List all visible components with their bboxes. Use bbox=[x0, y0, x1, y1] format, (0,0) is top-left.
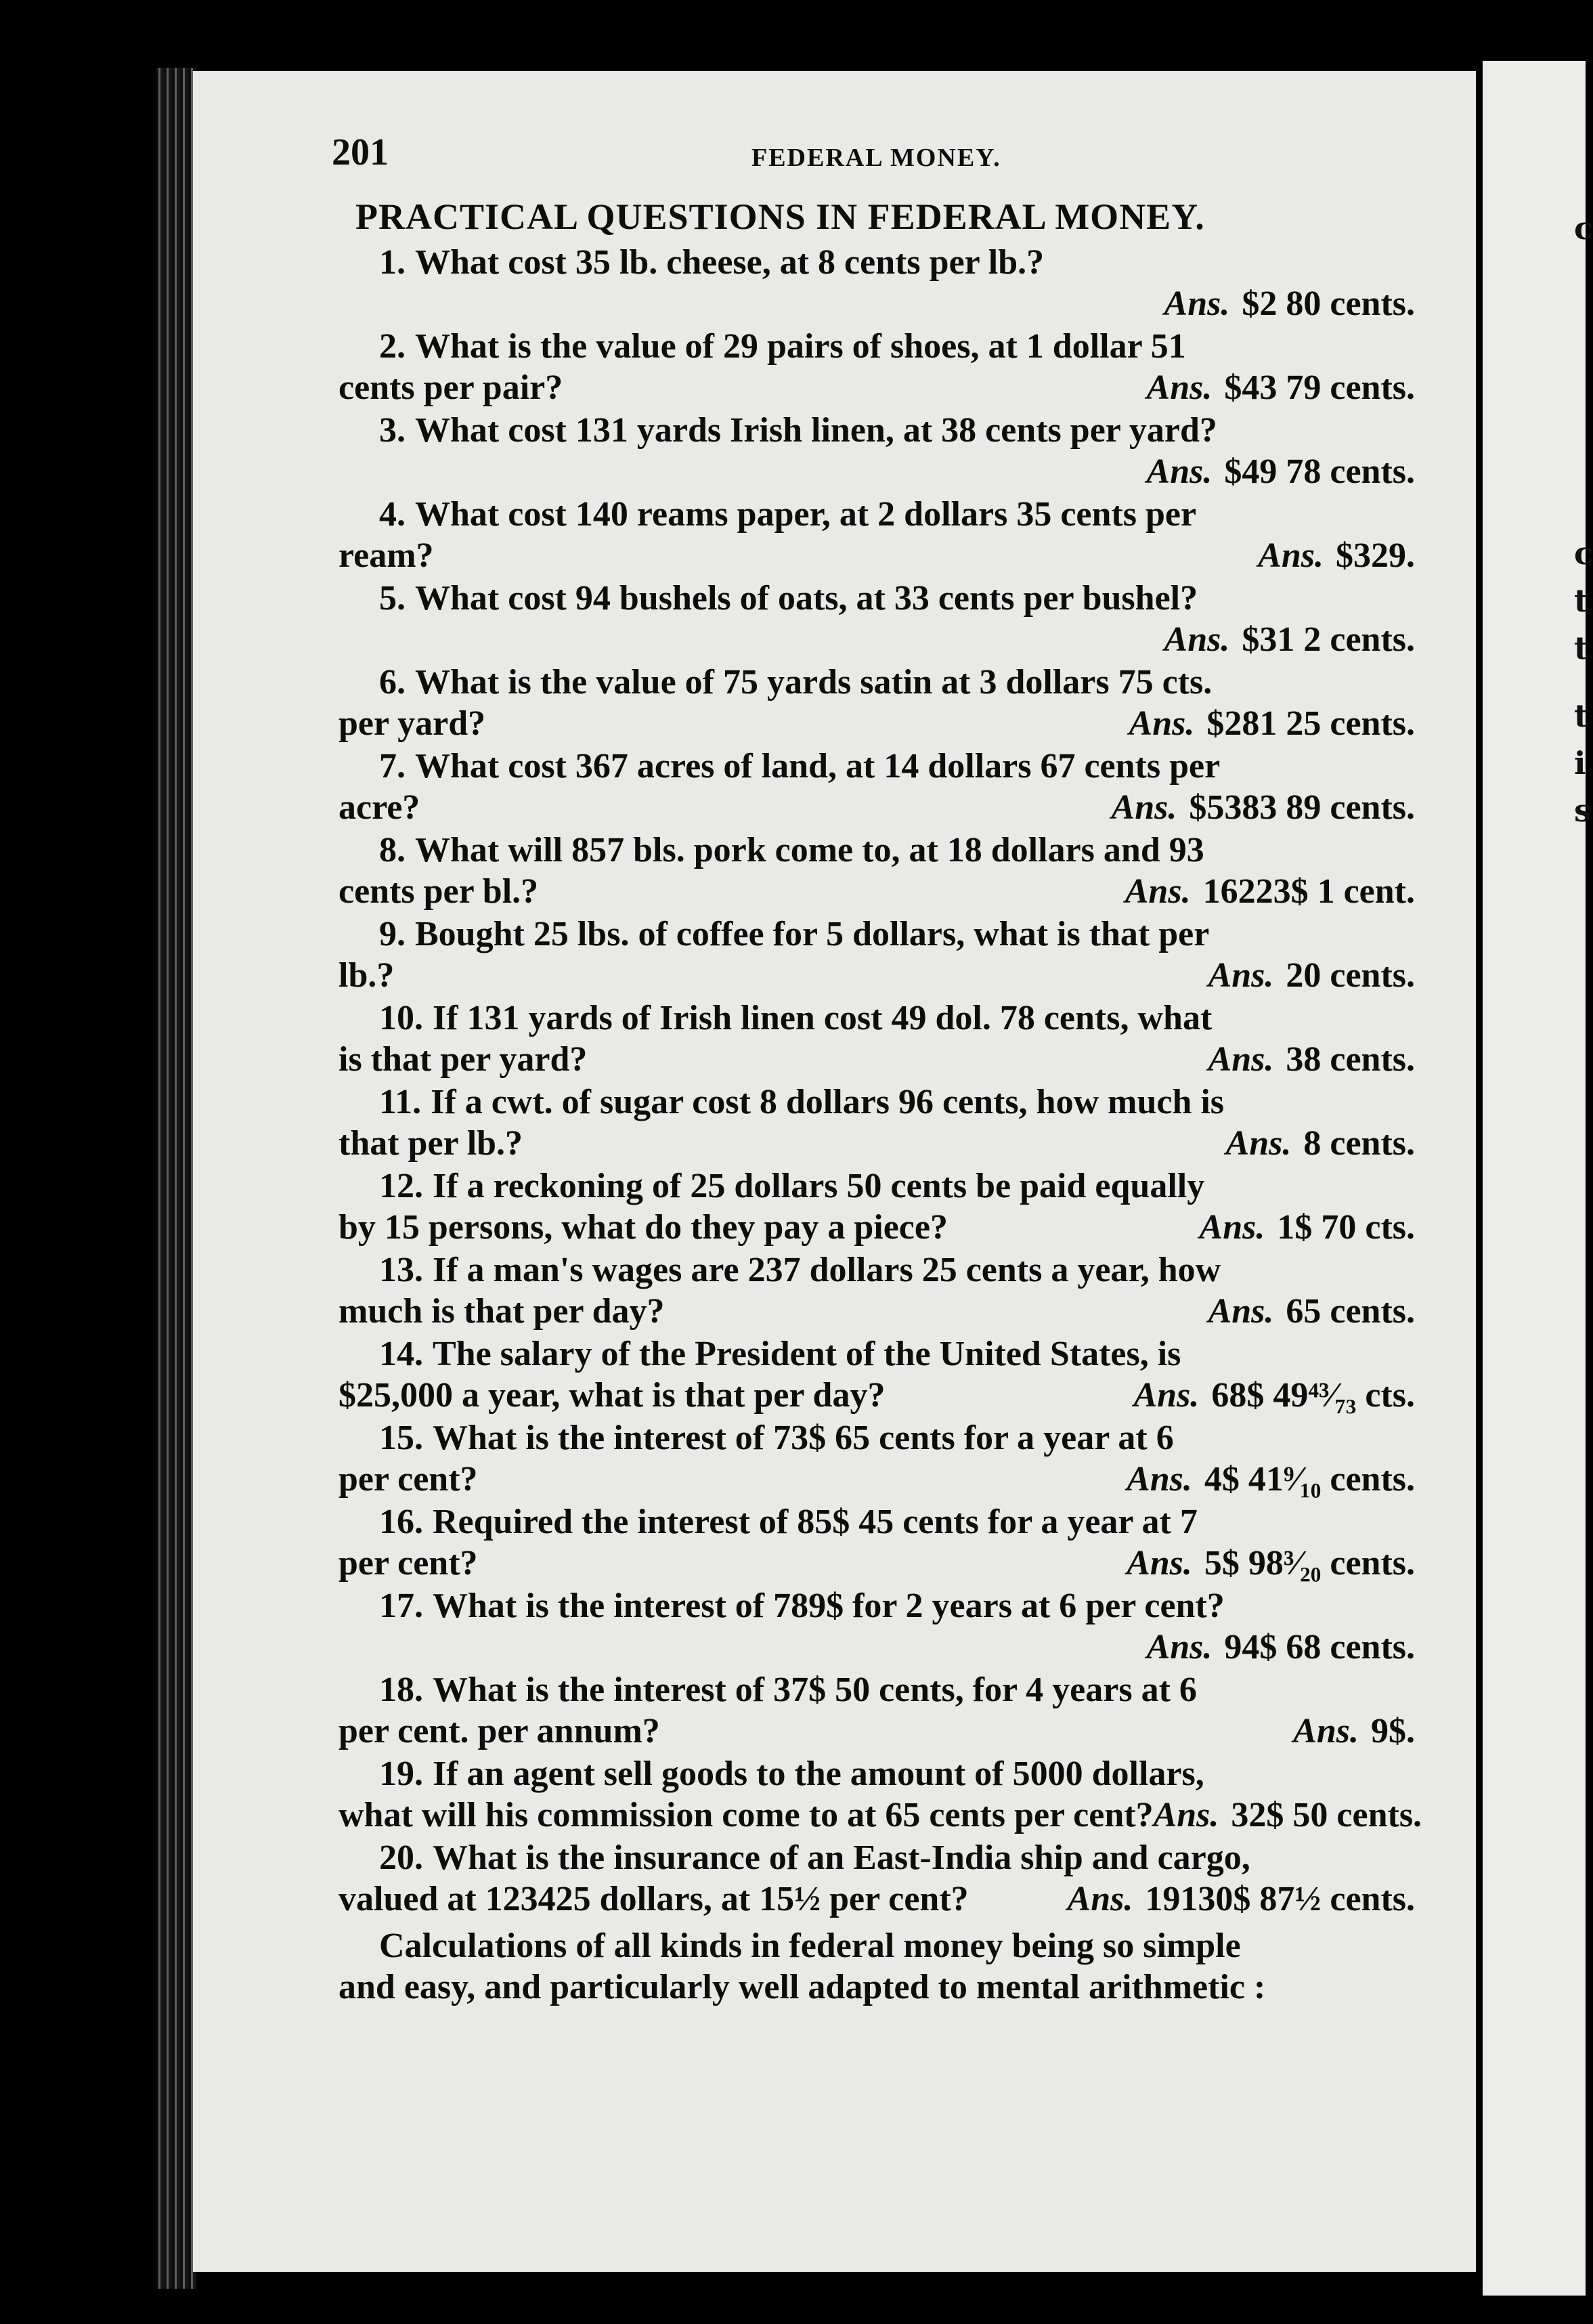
question-text bbox=[339, 1753, 1415, 1794]
answer bbox=[1112, 787, 1415, 828]
answer-label: Ans. bbox=[1208, 1292, 1274, 1331]
question-continuation bbox=[339, 871, 1415, 912]
question-number: 8. bbox=[379, 831, 406, 869]
answer-label: Ans. bbox=[1111, 788, 1177, 827]
facing-page-letter: t bbox=[1574, 582, 1589, 619]
answer-line bbox=[339, 283, 1415, 324]
answer-label: Ans. bbox=[1225, 1124, 1292, 1163]
answer-value: $329. bbox=[1336, 536, 1415, 575]
question-line: per cent? bbox=[339, 1460, 478, 1499]
answer-value: 5$ 98³⁄₂₀ cents. bbox=[1204, 1544, 1415, 1583]
closing-paragraph bbox=[339, 1925, 1415, 2008]
question-item bbox=[339, 1417, 1415, 1500]
question-text bbox=[339, 913, 1415, 955]
question-item bbox=[339, 662, 1415, 744]
question-item bbox=[339, 1249, 1415, 1332]
question-number: 3. bbox=[379, 411, 406, 450]
question-number: 9. bbox=[379, 915, 406, 953]
question-line: What is the value of 29 pairs of shoes, at 1 dollar 51 bbox=[415, 327, 1186, 366]
question-line: per cent. per annum? bbox=[339, 1712, 660, 1750]
question-item bbox=[339, 1669, 1415, 1752]
page-sheet bbox=[193, 71, 1476, 2272]
question-item bbox=[339, 746, 1415, 828]
question-line: What will 857 bls. pork come to, at 18 dollars and 93 bbox=[415, 831, 1204, 869]
answer bbox=[1226, 1123, 1415, 1164]
question-text bbox=[339, 662, 1415, 703]
question-number: 4. bbox=[379, 495, 406, 534]
question-line: Bought 25 lbs. of coffee for 5 dollars, what is that per bbox=[415, 915, 1210, 953]
question-line: What cost 94 bushels of oats, at 33 cents per bushel? bbox=[415, 579, 1198, 618]
answer-label: Ans. bbox=[1293, 1712, 1359, 1750]
answer bbox=[1208, 1039, 1415, 1080]
question-number: 18. bbox=[379, 1671, 423, 1709]
question-item bbox=[339, 1753, 1422, 1836]
answer bbox=[1129, 703, 1415, 744]
question-number: 6. bbox=[379, 663, 406, 702]
question-continuation bbox=[339, 787, 1415, 828]
question-continuation bbox=[339, 1123, 1415, 1164]
answer bbox=[1164, 620, 1415, 659]
facing-page-letter: c bbox=[1574, 535, 1593, 572]
question-text bbox=[339, 830, 1415, 871]
question-line: What is the value of 75 yards satin at 3 dollars 75 cts. bbox=[415, 663, 1213, 702]
question-text bbox=[339, 1501, 1415, 1543]
answer-label: Ans. bbox=[1208, 1040, 1274, 1079]
answer bbox=[1208, 955, 1415, 996]
question-continuation bbox=[339, 1543, 1415, 1584]
answer-label: Ans. bbox=[1129, 704, 1195, 743]
question-text bbox=[339, 494, 1415, 535]
question-continuation bbox=[339, 1291, 1415, 1332]
question-continuation bbox=[339, 1710, 1415, 1752]
answer bbox=[1147, 452, 1415, 491]
question-continuation bbox=[339, 1459, 1415, 1500]
answer-value: $281 25 cents. bbox=[1206, 704, 1415, 743]
question-number: 14. bbox=[379, 1335, 423, 1373]
question-line: If a cwt. of sugar cost 8 dollars 96 cents, how much is bbox=[431, 1083, 1225, 1121]
question-line: If a man's wages are 237 dollars 25 cents a year, how bbox=[433, 1251, 1221, 1289]
answer-label: Ans. bbox=[1208, 956, 1274, 995]
answer-value: 16223$ 1 cent. bbox=[1202, 872, 1415, 911]
question-item bbox=[339, 997, 1415, 1080]
question-line: per cent? bbox=[339, 1544, 478, 1583]
question-line: Required the interest of 85$ 45 cents for a year at 7 bbox=[433, 1503, 1198, 1541]
answer-value: 4$ 41⁹⁄₁₀ cents. bbox=[1204, 1460, 1415, 1499]
question-text bbox=[339, 1669, 1415, 1710]
question-continuation bbox=[339, 1375, 1415, 1416]
answer bbox=[1208, 1291, 1415, 1332]
question-item bbox=[339, 1333, 1415, 1416]
answer bbox=[1293, 1710, 1415, 1752]
question-number: 12. bbox=[379, 1167, 423, 1205]
question-text bbox=[339, 997, 1415, 1039]
closing-line: Calculations of all kinds in federal money being so simple bbox=[379, 1927, 1241, 1965]
question-line: valued at 123425 dollars, at 15½ per cent? bbox=[339, 1880, 969, 1918]
facing-page-letter: i bbox=[1574, 745, 1586, 781]
answer-value: 38 cents. bbox=[1286, 1040, 1415, 1079]
question-continuation bbox=[339, 703, 1415, 744]
question-text bbox=[339, 1585, 1415, 1627]
question-text bbox=[339, 1417, 1415, 1459]
question-line: What cost 35 lb. cheese, at 8 cents per lb.? bbox=[415, 243, 1045, 282]
question-line: much is that per day? bbox=[339, 1292, 665, 1331]
answer-value: $43 79 cents. bbox=[1224, 368, 1415, 407]
question-list bbox=[339, 242, 1422, 1920]
question-number: 5. bbox=[379, 579, 406, 618]
answer-value: $5383 89 cents. bbox=[1189, 788, 1415, 827]
question-item bbox=[339, 1585, 1415, 1668]
answer bbox=[1068, 1878, 1415, 1920]
question-number: 19. bbox=[379, 1755, 423, 1793]
answer-label: Ans. bbox=[1125, 872, 1191, 911]
question-line: What is the interest of 73$ 65 cents for a year at 6 bbox=[433, 1419, 1174, 1457]
answer-label: Ans. bbox=[1127, 1544, 1192, 1583]
question-item bbox=[339, 242, 1415, 324]
question-item bbox=[339, 410, 1415, 492]
question-line: What is the interest of 37$ 50 cents, for 4 years at 6 bbox=[433, 1671, 1197, 1709]
question-number: 13. bbox=[379, 1251, 423, 1289]
answer-label: Ans. bbox=[1164, 284, 1230, 323]
question-line: per yard? bbox=[339, 704, 486, 743]
answer bbox=[1127, 1459, 1415, 1500]
question-line: What cost 367 acres of land, at 14 dollars 67 cents per bbox=[415, 747, 1221, 786]
answer-value: 8 cents. bbox=[1303, 1124, 1415, 1163]
question-number: 17. bbox=[379, 1587, 423, 1625]
answer-label: Ans. bbox=[1199, 1208, 1265, 1247]
question-number: 7. bbox=[379, 747, 406, 786]
answer bbox=[1147, 367, 1415, 408]
question-text bbox=[339, 242, 1415, 283]
question-line: lb.? bbox=[339, 956, 395, 995]
page-header bbox=[332, 131, 1415, 196]
question-continuation bbox=[339, 535, 1415, 576]
facing-page-letter: c bbox=[1574, 210, 1593, 246]
question-line: If 131 yards of Irish linen cost 49 dol. 78 cents, what bbox=[433, 999, 1213, 1037]
question-line: is that per yard? bbox=[339, 1040, 588, 1079]
answer bbox=[1200, 1207, 1415, 1248]
answer bbox=[1125, 871, 1415, 912]
question-number: 1. bbox=[379, 243, 406, 282]
question-number: 20. bbox=[379, 1838, 423, 1877]
answer-value: 94$ 68 cents. bbox=[1224, 1628, 1415, 1666]
question-continuation bbox=[339, 1878, 1415, 1920]
question-line: ream? bbox=[339, 536, 434, 575]
question-line: cents per bl.? bbox=[339, 872, 539, 911]
question-item bbox=[339, 830, 1415, 912]
facing-page-letter: t bbox=[1574, 697, 1589, 734]
question-item bbox=[339, 1501, 1415, 1584]
answer-label: Ans. bbox=[1146, 368, 1213, 407]
answer-label: Ans. bbox=[1127, 1460, 1192, 1499]
question-text bbox=[339, 1333, 1415, 1375]
question-text bbox=[339, 1165, 1415, 1207]
answer-value: 9$. bbox=[1371, 1712, 1415, 1750]
question-line: The salary of the President of the United States, is bbox=[433, 1335, 1181, 1373]
answer bbox=[1147, 1628, 1415, 1666]
question-line: What cost 140 reams paper, at 2 dollars 35 cents per bbox=[415, 495, 1197, 534]
question-item bbox=[339, 578, 1415, 660]
answer bbox=[1258, 535, 1415, 576]
question-continuation bbox=[339, 367, 1415, 408]
page-text bbox=[332, 131, 1422, 2008]
answer-label: Ans. bbox=[1146, 1628, 1213, 1666]
answer-line bbox=[339, 1627, 1415, 1668]
answer-value: $2 80 cents. bbox=[1242, 284, 1415, 323]
answer-value: 20 cents. bbox=[1286, 956, 1415, 995]
answer-value: 1$ 70 cts. bbox=[1277, 1208, 1415, 1247]
facing-page-edge bbox=[1483, 61, 1593, 2296]
answer-label: Ans. bbox=[1153, 1796, 1219, 1834]
answer bbox=[1133, 1375, 1415, 1416]
answer-value: 65 cents. bbox=[1286, 1292, 1415, 1331]
book-spine-edge bbox=[156, 68, 196, 2289]
answer-value: 19130$ 87½ cents. bbox=[1145, 1880, 1415, 1918]
question-item bbox=[339, 1165, 1415, 1248]
question-continuation bbox=[339, 1039, 1415, 1080]
question-line: what will his commission come to at 65 cents per cent? bbox=[339, 1796, 1154, 1834]
answer-label: Ans. bbox=[1133, 1376, 1200, 1415]
question-item bbox=[339, 913, 1415, 996]
answer-line bbox=[339, 451, 1415, 492]
running-title: FEDERAL MONEY. bbox=[751, 144, 1001, 172]
question-line: cents per pair? bbox=[339, 368, 563, 407]
question-text bbox=[339, 410, 1415, 451]
answer-value: 32$ 50 cents. bbox=[1231, 1796, 1422, 1834]
question-text bbox=[339, 326, 1415, 367]
answer bbox=[1164, 284, 1415, 323]
answer-value: $49 78 cents. bbox=[1224, 452, 1415, 491]
page-number: 201 bbox=[332, 131, 389, 173]
question-line: If a reckoning of 25 dollars 50 cents be paid equally bbox=[433, 1167, 1205, 1205]
question-text bbox=[339, 746, 1415, 787]
answer bbox=[1154, 1794, 1422, 1836]
answer-value: 68$ 49⁴³⁄₇₃ cts. bbox=[1211, 1376, 1415, 1415]
question-item bbox=[339, 494, 1415, 576]
answer-value: $31 2 cents. bbox=[1242, 620, 1415, 659]
question-item bbox=[339, 1837, 1415, 1920]
question-line: that per lb.? bbox=[339, 1124, 523, 1163]
question-number: 11. bbox=[379, 1083, 422, 1121]
question-line: If an agent sell goods to the amount of 5000 dollars, bbox=[433, 1755, 1204, 1793]
answer-label: Ans. bbox=[1258, 536, 1324, 575]
answer bbox=[1127, 1543, 1415, 1584]
closing-line: and easy, and particularly well adapted to mental arithmetic : bbox=[339, 1968, 1266, 2006]
question-item bbox=[339, 326, 1415, 408]
question-text bbox=[339, 1837, 1415, 1878]
facing-page-letter: t bbox=[1574, 630, 1589, 666]
question-text bbox=[339, 1081, 1415, 1123]
answer-label: Ans. bbox=[1164, 620, 1230, 659]
question-number: 16. bbox=[379, 1503, 423, 1541]
question-number: 2. bbox=[379, 327, 406, 366]
question-number: 15. bbox=[379, 1419, 423, 1457]
question-text bbox=[339, 1249, 1415, 1291]
question-line: What is the interest of 789$ for 2 years at 6 per cent? bbox=[433, 1587, 1225, 1625]
answer-line bbox=[339, 619, 1415, 660]
question-continuation bbox=[339, 955, 1415, 996]
question-line: What cost 131 yards Irish linen, at 38 cents per yard? bbox=[415, 411, 1217, 450]
question-item bbox=[339, 1081, 1415, 1164]
question-continuation bbox=[339, 1794, 1422, 1836]
facing-page-letter: s bbox=[1574, 792, 1592, 829]
question-line: What is the insurance of an East-India ship and cargo, bbox=[433, 1838, 1250, 1877]
question-line: acre? bbox=[339, 788, 420, 827]
section-title: PRACTICAL QUESTIONS IN FEDERAL MONEY. bbox=[355, 196, 1205, 237]
question-text bbox=[339, 578, 1415, 619]
question-line: $25,000 a year, what is that per day? bbox=[339, 1376, 886, 1415]
question-continuation bbox=[339, 1207, 1415, 1248]
question-line: by 15 persons, what do they pay a piece? bbox=[339, 1208, 948, 1247]
question-number: 10. bbox=[379, 999, 423, 1037]
answer-label: Ans. bbox=[1146, 452, 1213, 491]
answer-label: Ans. bbox=[1067, 1880, 1133, 1918]
